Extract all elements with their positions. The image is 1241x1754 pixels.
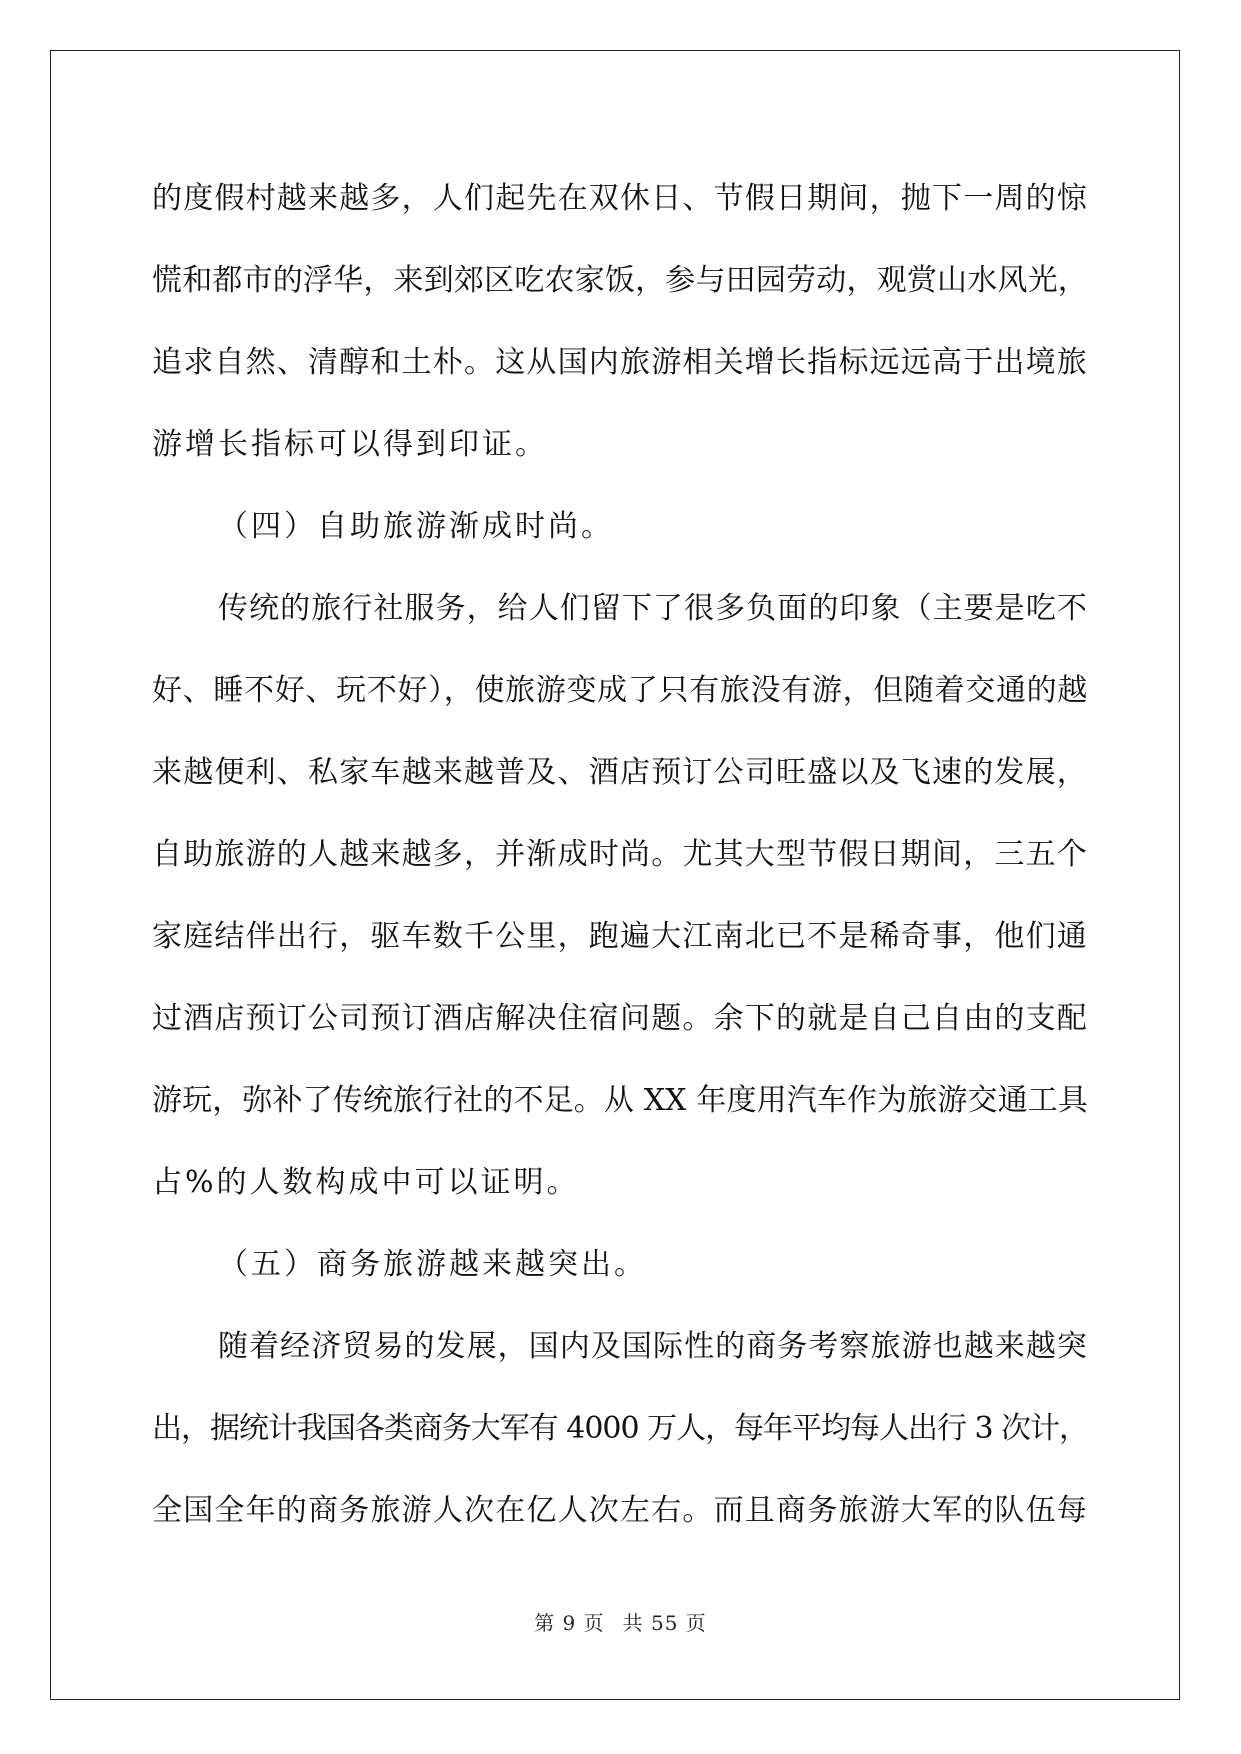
text-line: 出，据统计我国各类商务大军有 4000 万人，每年平均每人出行 3 次计， [152,1411,1088,1446]
text-line: 慌和都市的浮华，来到郊区吃农家饭，参与田园劳动，观赏山水风光， [152,263,1088,298]
text-line: 游增长指标可以得到印证。 [152,427,548,462]
text-line: 来越便利、私家车越来越普及、酒店预订公司旺盛以及飞速的发展， [152,755,1088,790]
page-footer [0,1607,1241,1636]
text-line: 家庭结伴出行，驱车数千公里，跑遍大江南北已不是稀奇事，他们通 [152,919,1088,954]
page-number: 第 9 页 [534,1611,605,1635]
document-body [152,158,1088,1552]
text-line: 自助旅游的人越来越多，并渐成时尚。尤其大型节假日期间，三五个 [152,837,1088,872]
page-total: 共 55 页 [622,1611,707,1635]
paragraph-1 [152,158,1088,486]
text-line: 占%的人数构成中可以证明。 [152,1165,580,1200]
section-heading-4: （四）自助旅游渐成时尚。 [218,509,614,544]
text-line: 的度假村越来越多，人们起先在双休日、节假日期间，抛下一周的惊 [152,181,1088,216]
paragraph-3 [152,1306,1088,1552]
text-line: 传统的旅行社服务，给人们留下了很多负面的印象（主要是吃不 [218,591,1088,626]
text-line: 好、睡不好、玩不好），使旅游变成了只有旅没有游，但随着交通的越 [152,673,1088,708]
text-line: 全国全年的商务旅游人次在亿人次左右。而且商务旅游大军的队伍每 [152,1493,1088,1528]
text-line: 游玩，弥补了传统旅行社的不足。从 XX 年度用汽车作为旅游交通工具 [152,1083,1088,1118]
text-line: 追求自然、清醇和土朴。这从国内旅游相关增长指标远远高于出境旅 [152,345,1088,380]
text-line: 过酒店预订公司预订酒店解决住宿问题。余下的就是自己自由的支配 [152,1001,1088,1036]
paragraph-2 [152,568,1088,1224]
section-heading-5: （五）商务旅游越来越突出。 [218,1247,647,1282]
text-line: 随着经济贸易的发展，国内及国际性的商务考察旅游也越来越突 [218,1329,1088,1364]
